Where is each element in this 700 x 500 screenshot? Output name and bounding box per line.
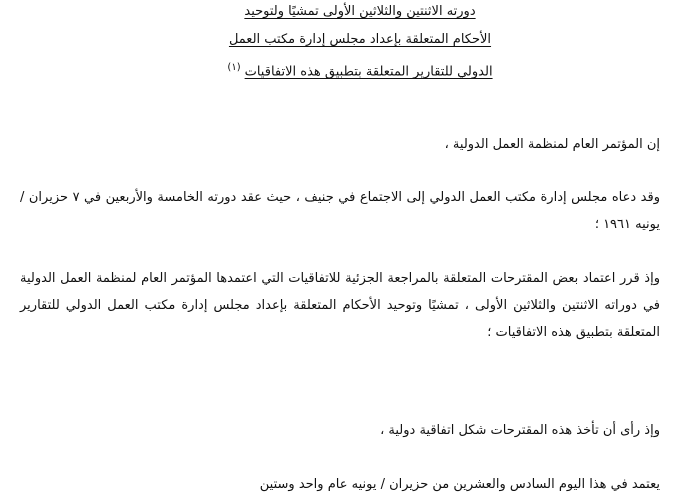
title-line-1 [200, 4, 520, 32]
title-line-2-text: الأحكام المتعلقة بإعداد مجلس إدارة مكتب العمل [228, 32, 492, 47]
title-line-2 [200, 32, 520, 60]
paragraph-adopts: يعتمد في هذا اليوم السادس والعشرين من حزيران / يونيه عام واحد وستين [259, 477, 660, 492]
title-line-1-text: دورته الاثنتين والثلاثين الأولى تمشيًا ولتوحيد [244, 4, 476, 19]
title-line-3 [200, 60, 520, 88]
footnote-mark: (١) [227, 62, 241, 73]
paragraph-decided: وإذ قرر اعتماد بعض المقترحات المتعلقة بالمراجعة الجزئية للاتفاقيات التي اعتمدها المؤتمر العام لمنظمة العمل الدولية في دوراته الاثنتين والثلاثين الأولى ، تمشيًا وتوحيد الأحكام المتعلقة بإعداد مجلس إدارة مكتب العمل الدولي للتقارير المتعلقة بتطبيق هذه الاتفاقيات ؛ [20, 271, 660, 340]
convention-title [200, 4, 520, 88]
paragraph-considered: وإذ رأى أن تأخذ هذه المقترحات شكل اتفاقية دولية ، [380, 423, 660, 438]
paragraph-convened: وقد دعاه مجلس إدارة مكتب العمل الدولي إلى الاجتماع في جنيف ، حيث عقد دورته الخامسة والأربعين في ٧ حزيران / يونيه ١٩٦١ ؛ [20, 190, 660, 232]
paragraph-preamble: إن المؤتمر العام لمنظمة العمل الدولية ، [444, 137, 660, 152]
title-line-3-text: الدولي للتقارير المتعلقة بتطبيق هذه الاتفاقيات [244, 64, 493, 80]
